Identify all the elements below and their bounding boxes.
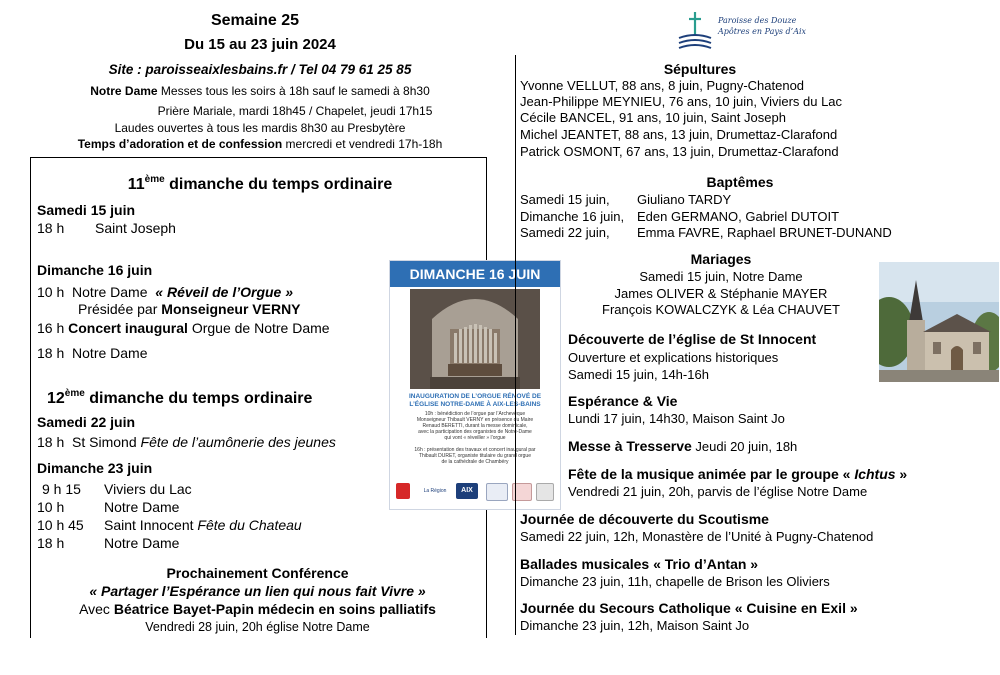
messe-detail: Jeudi 20 juin, 18h <box>691 439 798 454</box>
concert-label: Concert inaugural <box>68 320 188 336</box>
sun23-row-3: 10 h 45 <box>37 517 84 533</box>
poster-title-line1: INAUGURATION DE L’ORGUE RÉNOVÉ DE <box>408 393 542 400</box>
sat15-place: Saint Joseph <box>95 220 176 236</box>
notre-dame-schedule: Messes tous les soirs à 18h sauf le samedi à 8h30 <box>157 84 430 98</box>
notre-dame-masses <box>40 84 480 98</box>
sun23-heading: Dimanche 23 juin <box>37 460 153 476</box>
fete-line1: Vendredi 21 juin, 20h, parvis de l’église Notre Dame <box>568 484 868 499</box>
adoration-line <box>20 137 500 151</box>
mariages-couple2: François KOWALCZYK & Léa CHAUVET <box>602 302 840 317</box>
sepultures-title: Sépultures <box>663 61 737 77</box>
sun16-row1 <box>37 284 293 300</box>
adoration-label: Temps d’adoration et de confession <box>77 137 283 151</box>
sunday11-rest: dimanche du temps ordinaire <box>164 176 393 193</box>
esperance-line1: Lundi 17 juin, 14h30, Maison Saint Jo <box>568 411 785 426</box>
logo-text-line1: Paroisse des Douze <box>718 16 797 25</box>
sun16-event: « Réveil de l’Orgue » <box>155 284 294 300</box>
parish-logo-icon <box>676 10 714 50</box>
bapteme-day: Samedi 22 juin, <box>520 225 610 240</box>
scout-line1: Samedi 22 juin, 12h, Monastère de l’Unité à Pugny-Chatenod <box>520 529 874 544</box>
conference-quote: « Partager l’Espérance un lien qui nous fait Vivre » <box>89 583 426 599</box>
poster-logo-region: La Région <box>422 483 448 499</box>
secours-title: Journée du Secours Catholique « Cuisine en Exil » <box>520 600 858 616</box>
fete-title-text: Fête de la musique animée par le groupe « <box>568 466 855 482</box>
mariages-couple1: James OLIVER & Stéphanie MAYER <box>614 286 828 301</box>
fete-close: » <box>895 466 908 482</box>
sunday12-rest: dimanche du temps ordinaire <box>84 390 313 407</box>
sun23-place-3-name: Saint Innocent <box>104 517 194 533</box>
poster-line4: avec la participation des organistes de Notre-Dame <box>418 429 532 435</box>
sepulture-item: Cécile BANCEL, 91 ans, 10 juin, Saint Joseph <box>520 110 786 125</box>
sun23-place-2: Notre Dame <box>104 499 180 515</box>
poster-line7: Thibault DURET, organiste titulaire du grand orgue <box>418 453 531 459</box>
poster-line2: Monseigneur Thibault VERNY en présence du Maire <box>416 417 534 423</box>
conference-date: Vendredi 28 juin, 20h église Notre Dame <box>145 620 370 634</box>
decouverte-line1: Ouverture et explications historiques <box>568 350 779 365</box>
poster-logo-red <box>396 483 410 499</box>
conference-title: Prochainement Conférence <box>166 565 349 581</box>
sun23-place-4: Notre Dame <box>104 535 180 551</box>
sun16-row3 <box>37 345 148 361</box>
poster-title-line2: L’ÉGLISE NOTRE-DAME À AIX-LES-BAINS <box>409 401 541 408</box>
sun16-heading: Dimanche 16 juin <box>37 262 153 278</box>
adoration-schedule: mercredi et vendredi 17h-18h <box>282 137 443 151</box>
scout-title: Journée de découverte du Scoutisme <box>520 511 769 527</box>
site-line: Site : paroisseaixlesbains.fr / Tel 04 79 61 25 85 <box>108 62 412 77</box>
sun16-place3: Notre Dame <box>72 345 148 361</box>
sunday12-title <box>47 390 377 408</box>
baptemes-title: Baptêmes <box>706 174 774 190</box>
sat22-time: 18 h <box>37 434 65 450</box>
sepulture-item: Michel JEANTET, 88 ans, 13 juin, Drumettaz-Clarafond <box>520 127 838 142</box>
sepulture-item: Jean-Philippe MEYNIEU, 76 ans, 10 juin, Viviers du Lac <box>520 94 843 109</box>
sunday11-sup: ème <box>144 174 165 185</box>
ballades-title: Ballades musicales « Trio d’Antan » <box>520 556 759 572</box>
laudes-line: Laudes ouvertes à tous les mardis 8h30 au Presbytère <box>114 121 406 135</box>
notre-dame-label: Notre Dame <box>90 84 158 98</box>
week-title: Semaine 25 <box>210 12 300 29</box>
sun23-time: 9 h 15 <box>42 481 81 497</box>
sun16-place1: Notre Dame <box>72 284 148 300</box>
conference-speaker <box>40 601 475 617</box>
sunday12-sup: ème <box>64 388 85 399</box>
week-dates: Du 15 au 23 juin 2024 <box>184 36 336 53</box>
messe-title: Messe à Tresserve <box>568 438 692 454</box>
concert-rest: Orgue de Notre Dame <box>187 320 330 336</box>
sun16-presided <box>78 301 301 317</box>
sun23-extra-3: Fête du Chateau <box>197 517 302 533</box>
sun16-time3: 18 h <box>37 345 65 361</box>
sunday11-title <box>40 176 480 194</box>
sun23-row-2: 10 h <box>37 499 65 515</box>
mariages-title: Mariages <box>690 251 752 267</box>
poster-line6: 16h : présentation des travaux et concert inaugural par <box>414 447 536 453</box>
sun23-row-1 <box>42 481 81 497</box>
esperance-title: Espérance & Vie <box>568 393 678 409</box>
poster-line1: 10h : bénédiction de l’orgue par l’Archevêque <box>424 411 526 417</box>
messe-tresserve <box>568 438 797 456</box>
sunday12-number: 12 <box>47 390 65 407</box>
bapteme-names: Eden GERMANO, Gabriel DUTOIT <box>637 209 840 224</box>
poster-banner: DIMANCHE 16 JUIN <box>390 261 560 287</box>
poster-line3: Renaud BERETTI, durant la messe dominicale, <box>422 423 528 429</box>
secours-line1: Dimanche 23 juin, 12h, Maison Saint Jo <box>520 618 750 633</box>
presided-prefix: Présidée par <box>78 301 162 317</box>
sun16-row2 <box>37 320 330 336</box>
conference-with: Avec <box>79 601 114 617</box>
mariages-date: Samedi 15 juin, Notre Dame <box>639 269 803 284</box>
decouverte-line2: Samedi 15 juin, 14h-16h <box>568 367 709 382</box>
sat22-row <box>37 434 336 450</box>
sat22-event: Fête de l’aumônerie des jeunes <box>140 434 336 450</box>
bapteme-day: Samedi 15 juin, <box>520 192 610 207</box>
sun23-row-4: 18 h <box>37 535 65 551</box>
sepulture-item: Patrick OSMONT, 67 ans, 13 juin, Drumettaz-Clarafond <box>520 144 839 159</box>
conference-speaker-name: Béatrice Bayet-Papin médecin en soins palliatifs <box>113 601 436 617</box>
sun16-time2: 16 h <box>37 320 65 336</box>
sunday11-number: 11 <box>127 176 145 193</box>
poster-logo-aix: AIX <box>456 483 478 499</box>
poster-line8: de la cathédrale de Chambéry <box>441 459 509 465</box>
bapteme-day: Dimanche 16 juin, <box>520 209 625 224</box>
fete-title <box>568 466 907 482</box>
sun16-time1: 10 h <box>37 284 65 300</box>
bapteme-names: Giuliano TARDY <box>637 192 732 207</box>
decouverte-title: Découverte de l’église de St Innocent <box>568 331 817 347</box>
fete-group: Ichtus <box>854 466 896 482</box>
poster-logo-3 <box>486 483 508 501</box>
poster-line5: qui vont « réveiller » l’orgue <box>444 435 506 441</box>
sat22-heading: Samedi 22 juin <box>37 414 136 430</box>
sat15-heading: Samedi 15 juin <box>37 202 136 218</box>
bapteme-names: Emma FAVRE, Raphael BRUNET-DUNAND <box>637 225 892 240</box>
ballades-line1: Dimanche 23 juin, 11h, chapelle de Brison les Oliviers <box>520 574 830 589</box>
logo-text-line2: Apôtres en Pays d’Aix <box>718 27 807 36</box>
sat22-place: St Simond <box>72 434 137 450</box>
sepulture-item: Yvonne VELLUT, 88 ans, 8 juin, Pugny-Chatenod <box>520 78 805 93</box>
sat15-time: 18 h <box>37 220 65 236</box>
presided-name: Monseigneur VERNY <box>161 301 301 317</box>
priere-line: Prière Mariale, mardi 18h45 / Chapelet, jeudi 17h15 <box>157 104 433 118</box>
sun23-place-3 <box>104 517 302 533</box>
sun23-place-1: Viviers du Lac <box>104 481 192 497</box>
